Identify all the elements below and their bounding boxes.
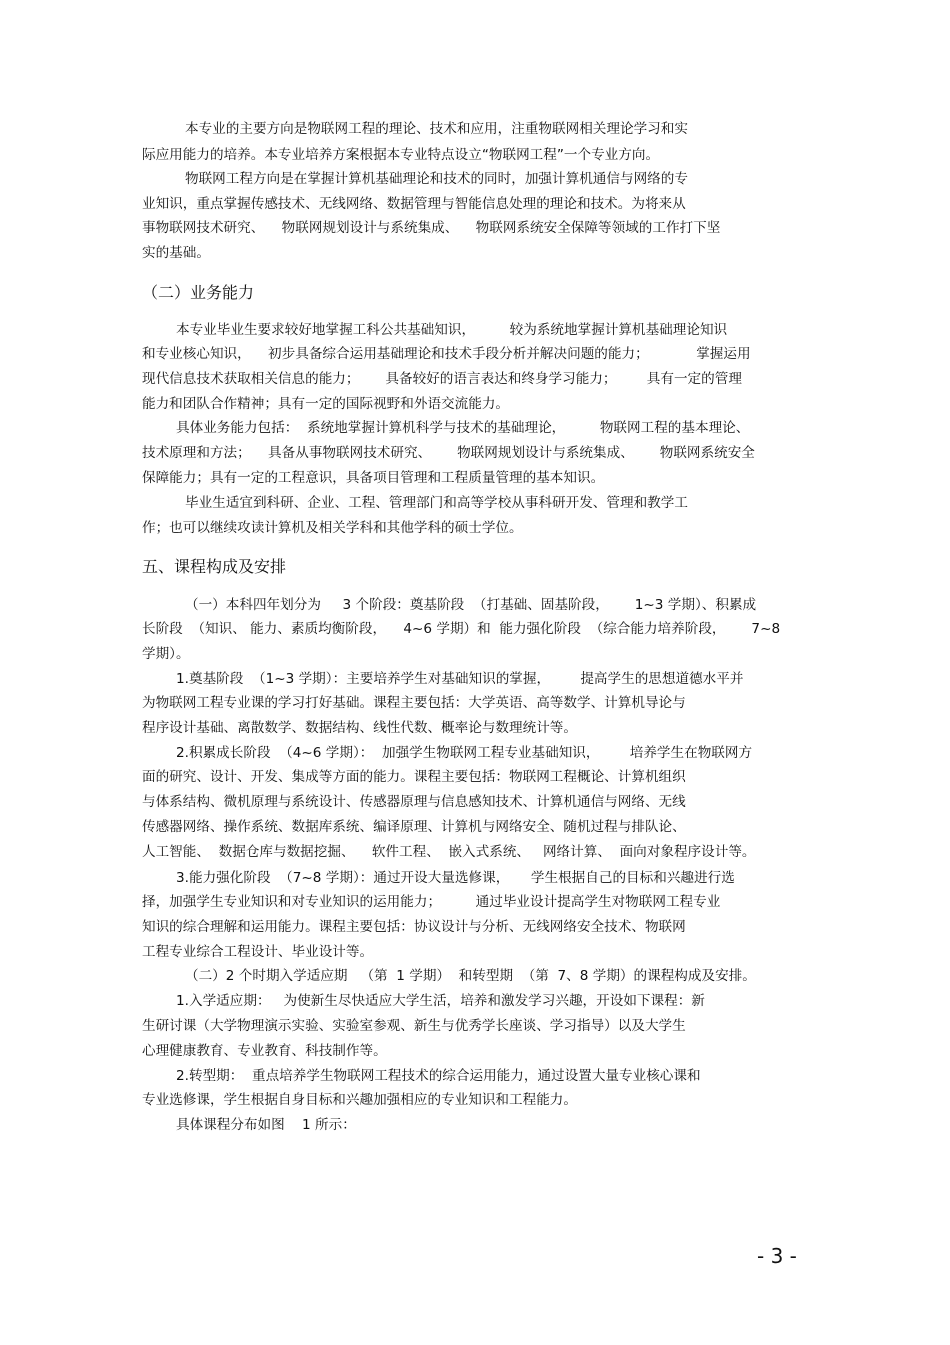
page-number: - 3 -	[757, 1244, 797, 1268]
text-line: 1.奠基阶段 （1~3 学期）：主要培养学生对基础知识的掌握， 提高学生的思想道德水平并	[176, 671, 744, 687]
text-line: 人工智能、 数据仓库与数据挖掘、 软件工程、 嵌入式系统、 网络计算、 面向对象程序设计等。	[142, 844, 756, 860]
text-line: 知识的综合理解和运用能力。课程主要包括：协议设计与分析、无线网络安全技术、物联网	[142, 919, 686, 935]
text-line: 本专业的主要方向是物联网工程的理论、技术和应用，注重物联网相关理论学习和实	[185, 121, 688, 137]
section-heading-courses: 五、课程构成及安排	[142, 557, 287, 576]
text-line: 业知识，重点掌握传感技术、无线网络、数据管理与智能信息处理的理论和技术。为将来从	[142, 196, 686, 212]
text-line: 1.入学适应期： 为使新生尽快适应大学生活，培养和激发学习兴趣，开设如下课程：新	[176, 993, 705, 1009]
text-line: 具体业务能力包括： 系统地掌握计算机科学与技术的基础理论， 物联网工程的基本理论、	[176, 420, 750, 436]
text-line: 物联网工程方向是在掌握计算机基础理论和技术的同时，加强计算机通信与网络的专	[185, 171, 688, 187]
text-line: 能力和团队合作精神；具有一定的国际视野和外语交流能力。	[142, 396, 510, 412]
text-line: 3.能力强化阶段 （7~8 学期）：通过开设大量选修课， 学生根据自己的目标和兴趣进行选	[176, 870, 735, 886]
text-line: 毕业生适宜到科研、企业、工程、管理部门和高等学校从事科研开发、管理和教学工	[185, 495, 688, 511]
text-line: 技术原理和方法； 具备从事物联网技术研究、 物联网规划设计与系统集成、 物联网系统安全	[142, 445, 755, 461]
text-line: 保障能力；具有一定的工程意识，具备项目管理和工程质量管理的基本知识。	[142, 470, 605, 486]
text-line: 和专业核心知识， 初步具备综合运用基础理论和技术手段分析并解决问题的能力； 掌握运用	[142, 346, 751, 362]
text-line: 与体系结构、微机原理与系统设计、传感器原理与信息感知技术、计算机通信与网络、无线	[142, 794, 686, 810]
text-line: 作；也可以继续攻读计算机及相关学科和其他学科的硕士学位。	[142, 520, 523, 536]
text-line: 2.转型期： 重点培养学生物联网工程技术的综合运用能力，通过设置大量专业核心课和	[176, 1068, 701, 1084]
text-line: 择，加强学生专业知识和对专业知识的运用能力； 通过毕业设计提高学生对物联网工程专业	[142, 894, 721, 910]
text-line: 为物联网工程专业课的学习打好基础。课程主要包括：大学英语、高等数学、计算机导论与	[142, 695, 686, 711]
text-line: 实的基础。	[142, 245, 210, 261]
text-line: 现代信息技术获取相关信息的能力； 具备较好的语言表达和终身学习能力； 具有一定的管理	[142, 371, 742, 387]
text-line: 2.积累成长阶段 （4~6 学期）： 加强学生物联网工程专业基础知识， 培养学生在物联网方	[176, 745, 753, 761]
text-line: 工程专业综合工程设计、毕业设计等。	[142, 944, 374, 960]
text-line: 生研讨课（大学物理演示实验、实验室参观、新生与优秀学长座谈、学习指导）以及大学生	[142, 1018, 686, 1034]
section-heading-business-ability: （二）业务能力	[142, 283, 255, 302]
text-line: 事物联网技术研究、 物联网规划设计与系统集成、 物联网系统安全保障等领域的工作打下坚	[142, 220, 721, 236]
text-line: 本专业毕业生要求较好地掌握工科公共基础知识， 较为系统地掌握计算机基础理论知识	[176, 322, 728, 338]
text-line: 际应用能力的培养。本专业培养方案根据本专业特点设立“物联网工程”一个专业方向。	[142, 147, 660, 163]
text-line: 长阶段 （知识、 能力、素质均衡阶段， 4~6 学期）和 能力强化阶段 （综合能力培养阶段， 7~8	[142, 621, 781, 637]
text-line: 具体课程分布如图 1 所示：	[176, 1117, 356, 1133]
text-line: 面的研究、设计、开发、集成等方面的能力。课程主要包括：物联网工程概论、计算机组织	[142, 769, 686, 785]
text-line: 专业选修课，学生根据自身目标和兴趣加强相应的专业知识和工程能力。	[142, 1092, 577, 1108]
text-line: 心理健康教育、专业教育、科技制作等。	[142, 1043, 387, 1059]
text-line: （一）本科四年划分为 3 个阶段：奠基阶段 （打基础、固基阶段， 1~3 学期）、积累成	[185, 597, 757, 613]
text-line: 学期）。	[142, 646, 190, 662]
text-line: 传感器网络、操作系统、数据库系统、编译原理、计算机与网络安全、随机过程与排队论、	[142, 819, 686, 835]
text-line: 程序设计基础、离散数学、数据结构、线性代数、概率论与数理统计等。	[142, 720, 577, 736]
text-line: （二）2 个时期入学适应期 （第 1 学期） 和转型期 （第 7、8 学期）的课程构成及安排。	[185, 968, 756, 984]
